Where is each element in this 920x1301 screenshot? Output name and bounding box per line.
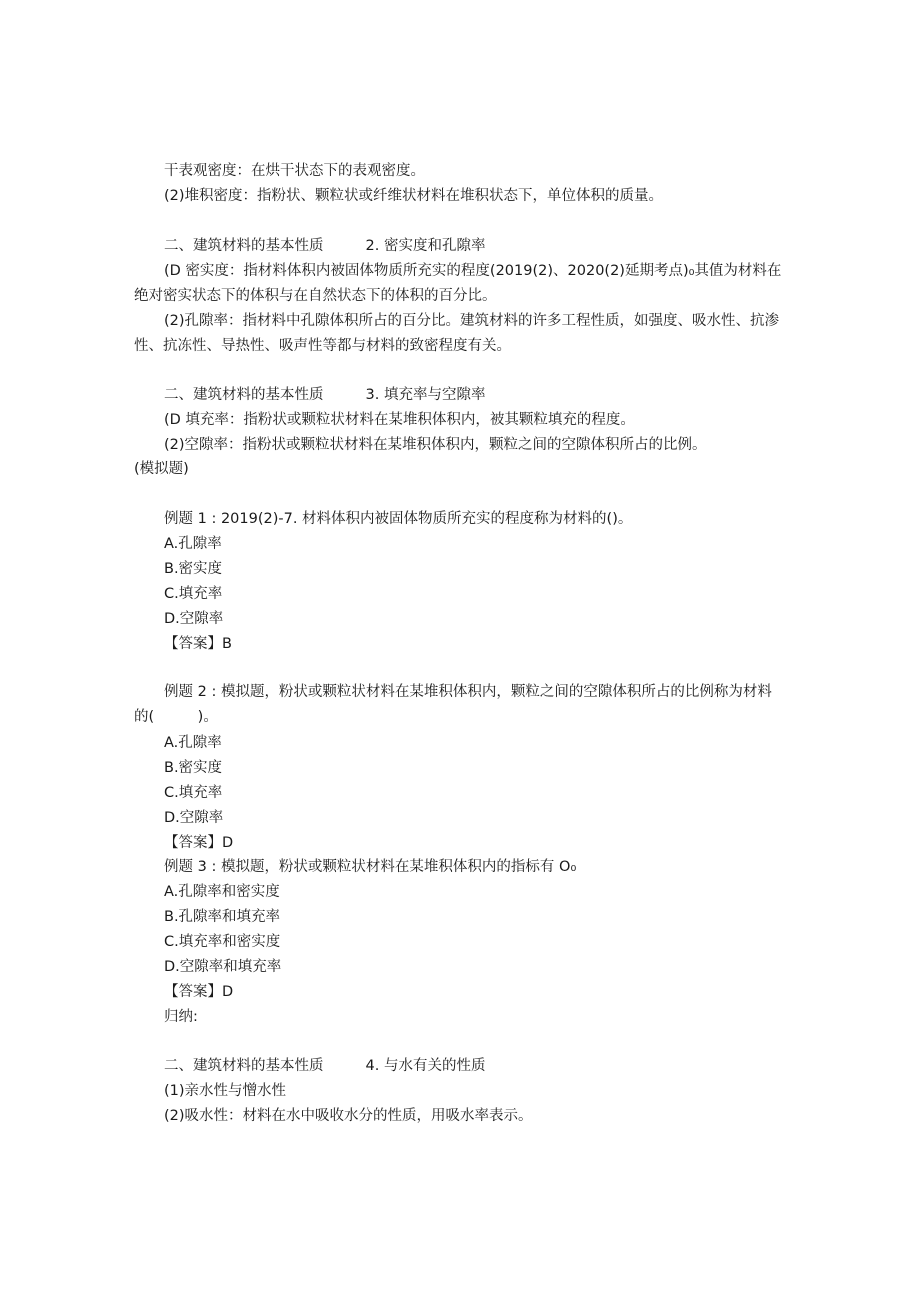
section-heading [164,237,485,255]
question-stem: 例题 3 : 模拟题，粉状或颗粒状材料在某堆积体积内的指标有 O₀ [164,859,577,875]
option: D.空隙率 [164,611,224,627]
text-line: (2)空隙率：指粉状或颗粒状材料在某堆积体积内，颗粒之间的空隙体积所占的比例。 [164,437,707,453]
option: A.孔隙率和密实度 [164,884,280,900]
answer: 【答案】D [164,835,234,851]
summary-label: 归纳: [164,1009,198,1025]
answer: 【答案】B [164,636,232,652]
section-subtitle: 4. 与水有关的性质 [365,1058,486,1074]
option: C.填充率 [164,586,223,602]
text-line: (1)亲水性与憎水性 [164,1083,287,1099]
option: D.空隙率 [164,810,224,826]
text-line: (2)堆积密度：指粉状、颗粒状或纤维状材料在堆积状态下，单位体积的质量。 [164,188,664,204]
answer: 【答案】D [164,984,234,1000]
section-heading [164,1057,485,1075]
option: A.孔隙率 [164,735,222,751]
option: B.密实度 [164,760,223,776]
question-stem: 例题 2 : 模拟题，粉状或颗粒状材料在某堆积体积内，颗粒之间的空隙体积所占的比例称为材料的( )。 [134,684,772,725]
option: B.孔隙率和填充率 [164,909,281,925]
option: D.空隙率和填充率 [164,959,282,975]
text-line: (模拟题) [134,461,189,477]
text-line: (D 填充率：指粉状或颗粒状材料在某堆积体积内，被其颗粒填充的程度。 [164,412,635,428]
question-stem: 例题 1 : 2019(2)-7. 材料体积内被固体物质所充实的程度称为材料的()。 [164,511,633,527]
option: A.孔隙率 [164,536,222,552]
section-subtitle: 3. 填充率与空隙率 [365,387,486,403]
text-line: 干表观密度：在烘干状态下的表观密度。 [164,163,425,179]
option: C.填充率 [164,785,223,801]
section-title: 二、建筑材料的基本性质 [164,238,324,254]
option: C.填充率和密实度 [164,934,281,950]
section-subtitle: 2. 密实度和孔隙率 [365,238,486,254]
paragraph: (2)孔隙率：指材料中孔隙体积所占的百分比。建筑材料的许多工程性质，如强度、吸水性、抗渗性、抗冻性、导热性、吸声性等都与材料的致密程度有关。 [134,313,780,354]
section-title: 二、建筑材料的基本性质 [164,387,324,403]
option: B.密实度 [164,561,223,577]
text-line: (2)吸水性：材料在水中吸收水分的性质，用吸水率表示。 [164,1108,533,1124]
paragraph: (D 密实度：指材料体积内被固体物质所充实的程度(2019(2)、2020(2)延期考点)₀其值为材料在绝对密实状态下的体积与在自然状态下的体积的百分比。 [134,263,782,304]
section-heading [164,386,485,404]
section-title: 二、建筑材料的基本性质 [164,1058,324,1074]
